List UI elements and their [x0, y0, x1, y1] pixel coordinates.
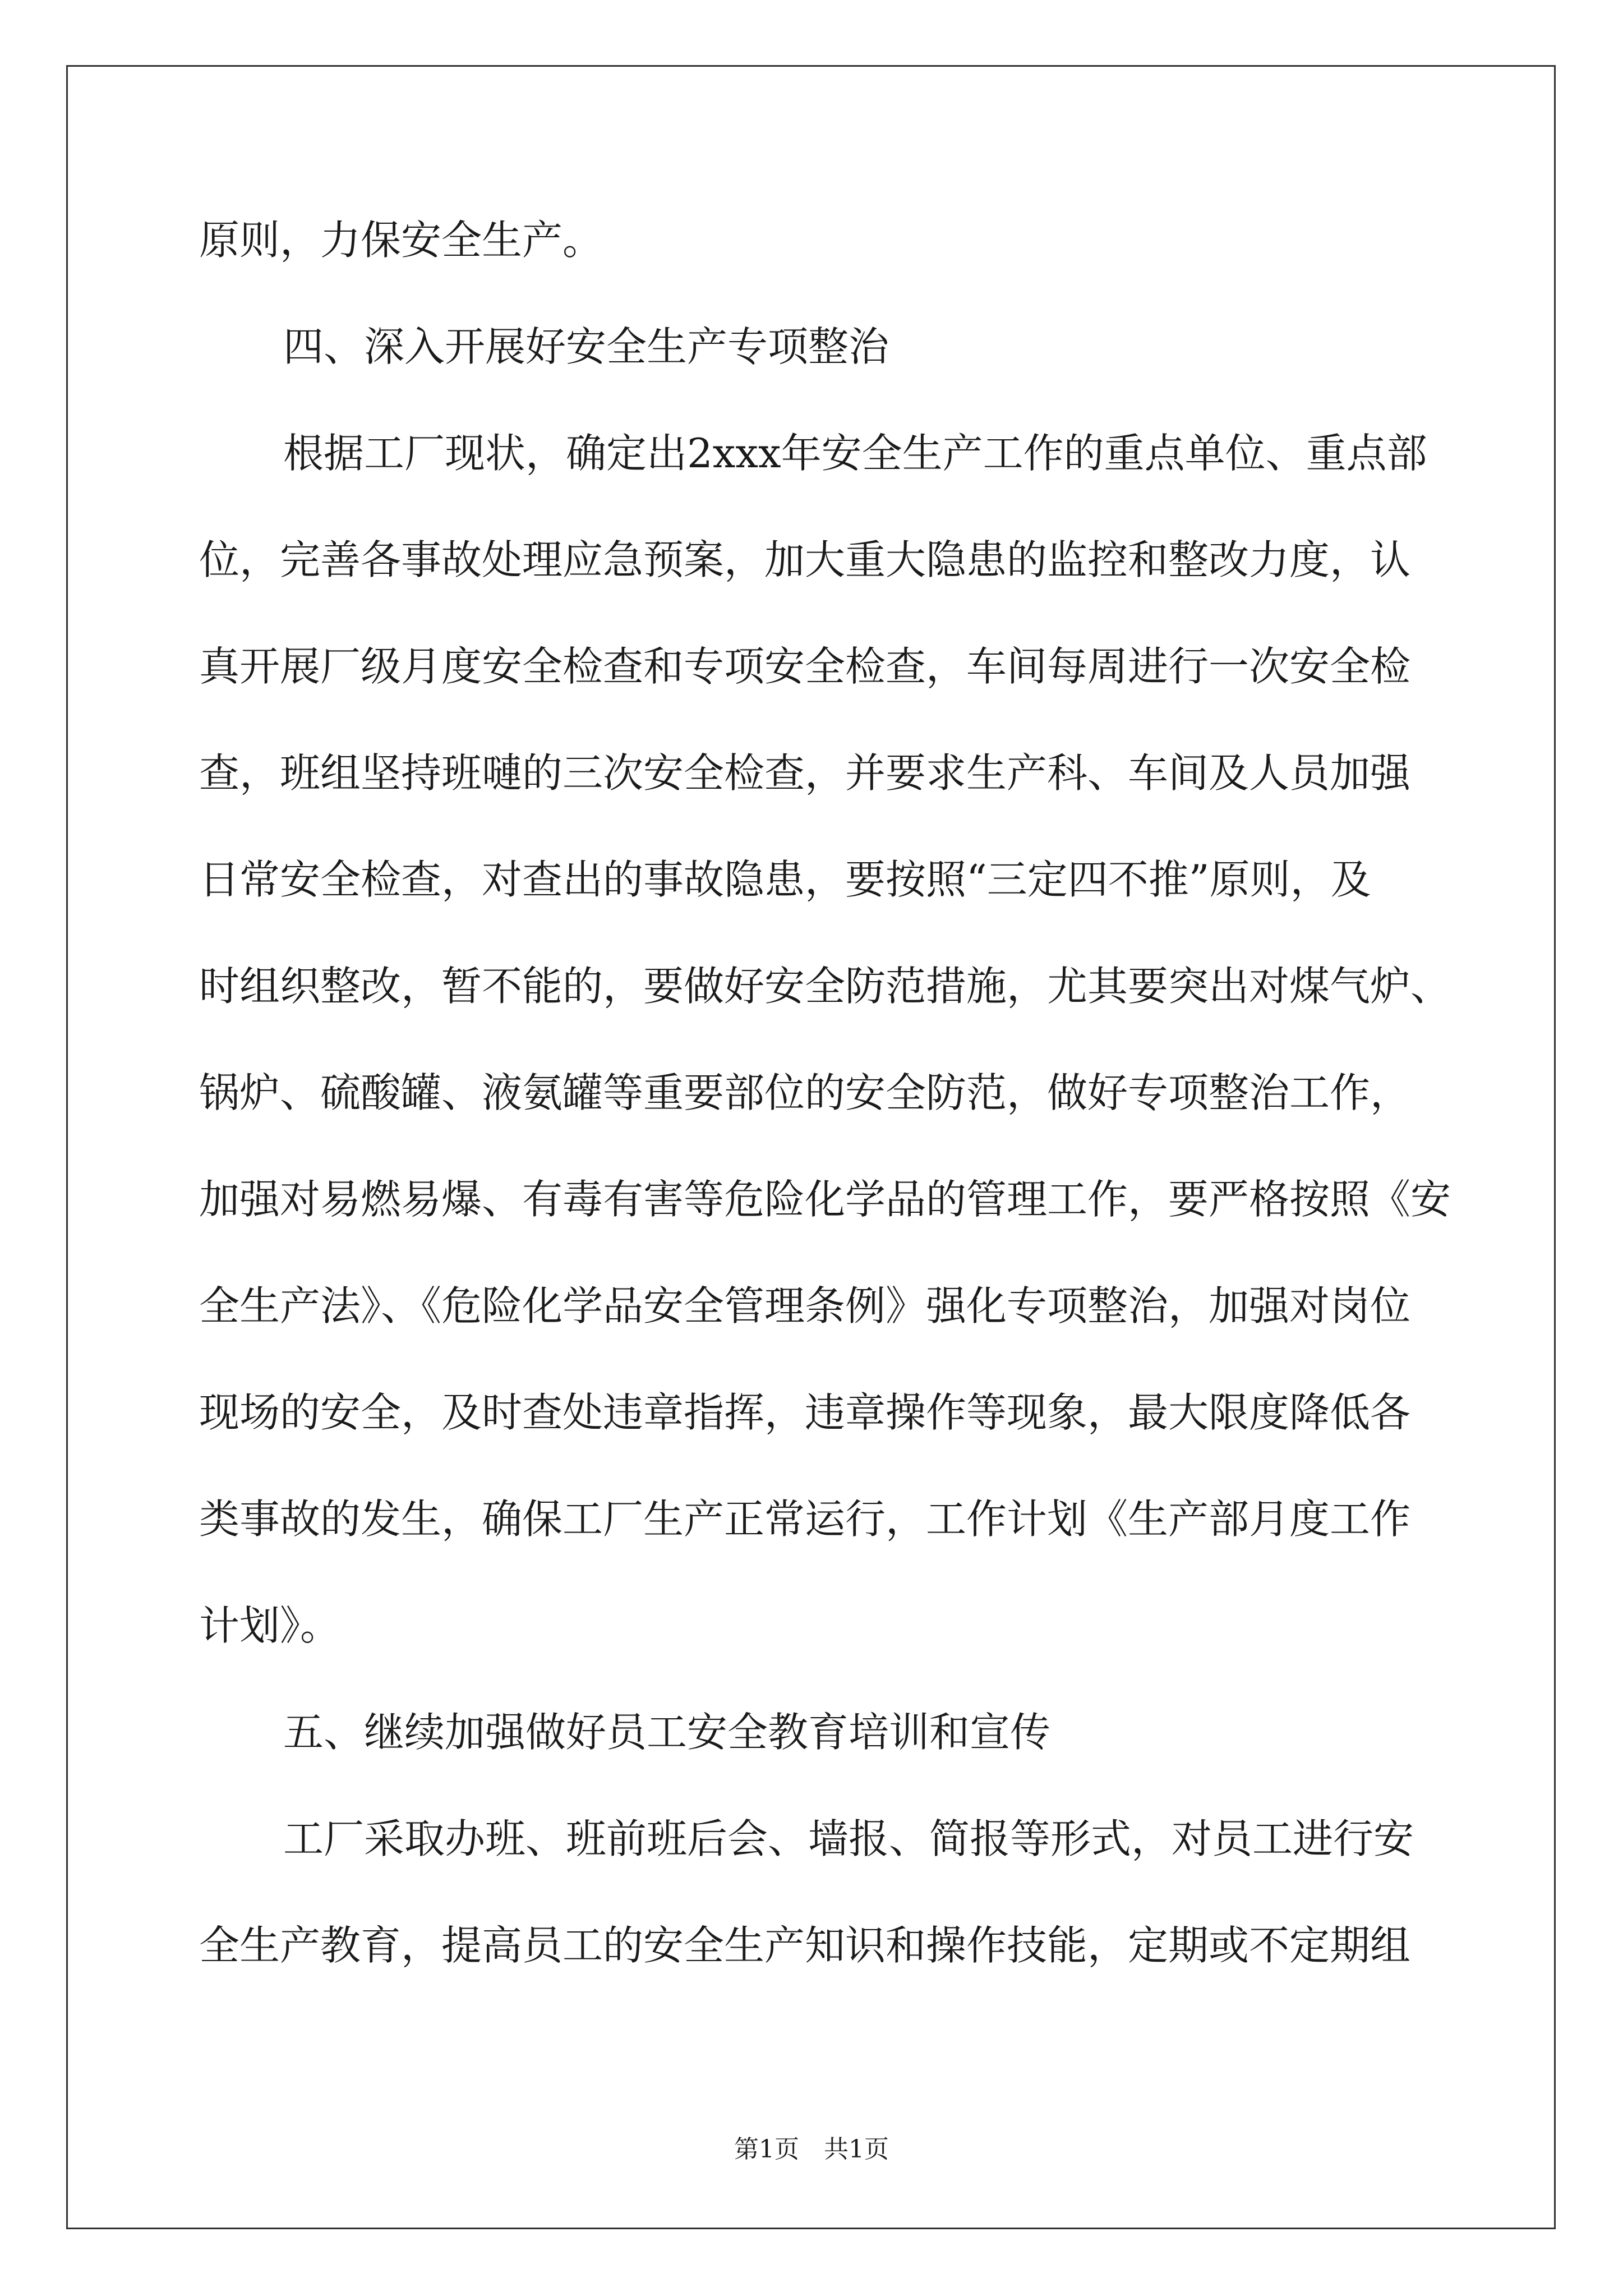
- text-line: 类事故的发生，确保工厂生产正常运行，工作计划《生产部月度工作: [199, 1496, 1411, 1543]
- text-line: 原则，力保安全生产。: [199, 217, 603, 264]
- text-line: 加强对易燃易爆、有毒有害等危险化学品的管理工作，要严格按照《安: [199, 1176, 1451, 1223]
- text-line: 现场的安全，及时查处违章指挥，违章操作等现象，最大限度降低各: [199, 1389, 1411, 1436]
- text-line: 日常安全检查，对查出的事故隐患，要按照“三定四不推”原则，及: [199, 856, 1371, 903]
- page-number-footer: 第1页 共1页: [734, 2135, 889, 2164]
- text-line: 根据工厂现状，确定出2xxx年安全生产工作的重点单位、重点部: [283, 430, 1427, 477]
- text-line: 全生产法》、《危险化学品安全管理条例》强化专项整治，加强对岗位: [199, 1282, 1411, 1329]
- text-line: 查，班组坚持班嗹的三次安全检查，并要求生产科、车间及人员加强: [199, 749, 1411, 797]
- text-line: 位，完善各事故处理应急预案，加大重大隐患的监控和整改力度，认: [199, 536, 1411, 583]
- section-heading-5: 五、继续加强做好员工安全教育培训和宣传: [283, 1709, 1051, 1756]
- text-line: 时组织整改，暂不能的，要做好安全防范措施，尤其要突出对煤气炉、: [199, 963, 1451, 1010]
- text-line: 真开展厂级月度安全检查和专项安全检查，车间每周进行一次安全检: [199, 643, 1411, 690]
- page-border: [66, 65, 1556, 2229]
- text-line: 全生产教育，提高员工的安全生产知识和操作技能，定期或不定期组: [199, 1922, 1411, 1969]
- text-line: 计划》。: [199, 1602, 341, 1649]
- text-line: 工厂采取办班、班前班后会、墙报、简报等形式，对员工进行安: [283, 1815, 1414, 1862]
- text-line: 锅炉、硫酸罐、液氨罐等重要部位的安全防范，做好专项整治工作，: [199, 1069, 1411, 1116]
- section-heading-4: 四、深入开展好安全生产专项整治: [283, 323, 889, 370]
